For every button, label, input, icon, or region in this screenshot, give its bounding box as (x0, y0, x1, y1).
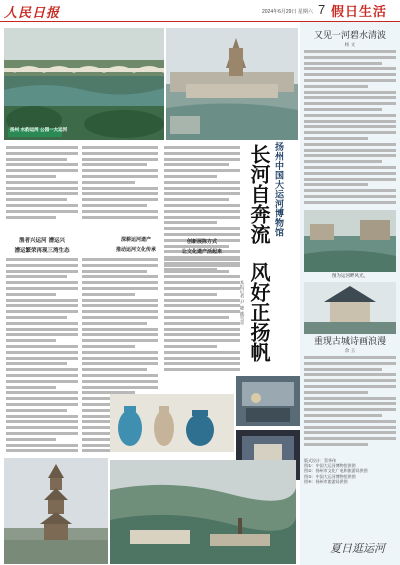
right-pavilion-photo (304, 282, 396, 334)
canal-ship-photo (110, 460, 296, 564)
museum-illustration (166, 28, 298, 140)
photo-credits (304, 458, 396, 484)
issue-date: 2024年6月29日 星期六 (262, 9, 313, 15)
pagoda-photo (4, 458, 108, 564)
page-title: 假日生活 (331, 5, 388, 20)
masthead (0, 0, 400, 22)
museum-exterior-photo (166, 28, 298, 140)
main-section-2-subtitle: 让文化遗产活起来 (181, 249, 222, 255)
credit-line-3: 图②：扬州市文化广电和旅游局供图 (304, 468, 368, 474)
canal-bridge-photo (4, 28, 164, 140)
artifact-vases-photo (110, 394, 234, 452)
main-article-body-col4 (164, 258, 240, 378)
main-kicker: 扬州中国大运河博物馆 (273, 142, 283, 237)
right-top-author: 杨 文 (344, 43, 356, 48)
main-section-1-subtitle: 推动运河文化传承 (115, 247, 156, 253)
left-article-body-col3 (6, 258, 78, 458)
right-canal-photo (304, 210, 396, 272)
main-section-1-title: 深耕运河遗产 (120, 237, 151, 243)
right-top-title: 又见一河碧水清波 (313, 31, 386, 41)
credit-line-4: 图③：中国大运河博物馆供图 (304, 473, 356, 479)
main-section-2-title: 创新展陈方式 (186, 239, 217, 245)
canal-ship-illustration (110, 460, 296, 564)
exhibit-interior-illustration (236, 376, 300, 426)
left-article-body-col1 (6, 146, 78, 226)
right-canal-illustration (304, 210, 396, 272)
left-article-body-col2 (82, 146, 158, 226)
right-bottom-author: 余 玉 (344, 349, 356, 354)
exhibit-interior-photo (236, 376, 300, 426)
main-article-body-col3 (164, 146, 240, 276)
right-bottom-body (304, 356, 396, 452)
right-pavilion-illustration (304, 282, 396, 334)
right-top-photo-caption: 图为运河畔风光。 (332, 274, 368, 279)
right-bottom-title: 重现古城诗画浪漫 (313, 337, 386, 347)
credit-line-2: 图①：中国大运河博物馆供图 (304, 463, 356, 469)
left-section-title: 渔者兴运河 漕运兴 (19, 238, 65, 244)
calligraphy-signature: 夏日逛运河 (330, 542, 385, 555)
main-byline: 本报记者 尹 婕 姚雪青 (239, 280, 244, 325)
canal-bridge-illustration (4, 28, 164, 140)
newspaper-logo: 人民日报 (4, 6, 61, 21)
page-number: 7 (318, 2, 326, 17)
pagoda-illustration (4, 458, 108, 564)
left-section-subtitle: 漕运繁荣再现三湾生态 (14, 248, 70, 254)
photo-badge: 扬州 水韵运河 公园一大运河 (10, 128, 68, 133)
credit-line-5: 图④：扬州市旅游局供图 (304, 478, 348, 484)
main-headline-1: 长河自奔流 (247, 144, 271, 244)
main-headline-2: 风好正扬帆 (247, 262, 271, 362)
right-top-body (304, 50, 396, 210)
artifact-vases-illustration (110, 394, 234, 452)
credit-line-1: 版式设计：蔡华伟 (304, 458, 336, 463)
